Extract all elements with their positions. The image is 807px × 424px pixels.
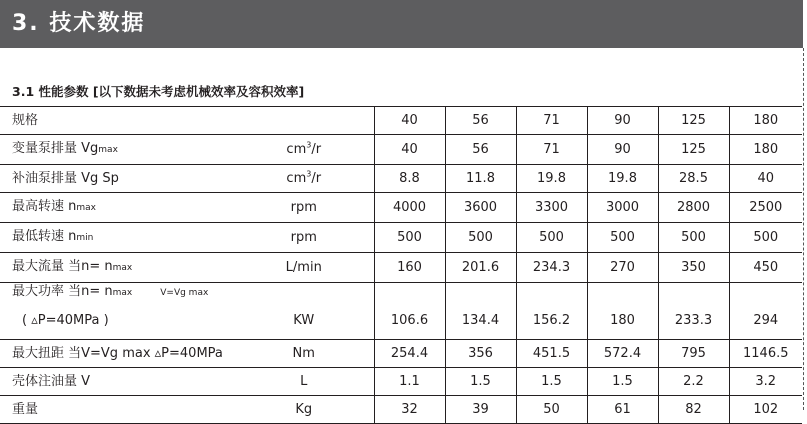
unit-cell bbox=[234, 368, 374, 396]
value-cell bbox=[445, 253, 516, 283]
cell-value: 32 bbox=[401, 402, 418, 417]
performance-table bbox=[0, 106, 802, 424]
unit-tail: /r bbox=[311, 142, 322, 157]
cell-value: 500 bbox=[539, 230, 564, 245]
subsection-title: 3.1 性能参数 [以下数据未考虑机械效率及容积效率] bbox=[12, 84, 305, 99]
value-cell bbox=[729, 340, 802, 368]
value-cell bbox=[729, 165, 802, 193]
cell-value: 3.2 bbox=[755, 374, 777, 389]
row-label: 变量泵排量 Vg bbox=[12, 141, 99, 156]
cell-value: 500 bbox=[753, 230, 779, 245]
unit-base: rpm bbox=[290, 230, 317, 245]
cell-value: 1.5 bbox=[612, 374, 633, 389]
cell-value: 90 bbox=[614, 142, 631, 157]
value-cell bbox=[729, 135, 802, 165]
cell-value: 19.8 bbox=[537, 171, 566, 186]
unit-superscript: 3 bbox=[306, 140, 312, 150]
unit-superscript: 3 bbox=[306, 169, 312, 179]
cell-value: 254.4 bbox=[390, 346, 429, 361]
row-label: 最大功率 当n= n bbox=[12, 284, 113, 299]
cell-value: 1.5 bbox=[470, 374, 491, 389]
value-cell bbox=[374, 253, 445, 283]
cell-value: 3000 bbox=[605, 200, 640, 215]
value-cell bbox=[374, 223, 445, 253]
cell-value: 2800 bbox=[676, 200, 711, 215]
value-cell bbox=[587, 193, 658, 223]
cell-value: 3600 bbox=[463, 200, 498, 215]
row-label-subscript: min bbox=[76, 233, 94, 243]
unit-text bbox=[293, 346, 315, 361]
row-label-cell bbox=[0, 283, 234, 340]
value-cell bbox=[516, 340, 587, 368]
cell-value: 500 bbox=[610, 230, 635, 245]
unit-cell bbox=[234, 165, 374, 193]
cell-value: 8.8 bbox=[399, 171, 420, 186]
unit-text bbox=[286, 260, 322, 275]
cell-value: 234.3 bbox=[532, 260, 571, 275]
cell-value: 106.6 bbox=[390, 313, 429, 328]
cell-value: 350 bbox=[681, 260, 706, 275]
cell-value: 180 bbox=[610, 313, 635, 328]
size-header-cell: 90 bbox=[587, 107, 658, 135]
value-cell bbox=[658, 135, 729, 165]
unit-tail: /r bbox=[311, 171, 322, 186]
cell-value: 160 bbox=[397, 260, 422, 275]
cell-value: 11.8 bbox=[466, 171, 495, 186]
unit-text bbox=[234, 283, 374, 330]
row-label-cell bbox=[0, 165, 234, 193]
value-cell bbox=[729, 223, 802, 253]
row-label-subscript: max bbox=[112, 263, 133, 273]
cell-value: 1.1 bbox=[399, 374, 420, 389]
row-label-cell bbox=[0, 193, 234, 223]
cell-value: 40 bbox=[401, 142, 418, 157]
value-cell bbox=[445, 193, 516, 223]
row-label-cell bbox=[0, 368, 234, 396]
cell-value: 270 bbox=[610, 260, 635, 275]
unit-base: Nm bbox=[292, 346, 315, 361]
value-cell bbox=[658, 368, 729, 396]
size-header-cell: 40 bbox=[374, 107, 445, 135]
cell-value: 795 bbox=[681, 346, 706, 361]
value-cell bbox=[587, 283, 658, 340]
unit-base: cm bbox=[286, 171, 307, 186]
value-cell bbox=[516, 223, 587, 253]
value-cell bbox=[445, 165, 516, 193]
unit-text bbox=[291, 230, 317, 245]
value-cell bbox=[445, 340, 516, 368]
value-cell bbox=[445, 223, 516, 253]
row-label-second-line: ( ▵P=40MPa ) bbox=[22, 313, 109, 328]
unit-text bbox=[286, 142, 321, 157]
unit-cell bbox=[234, 283, 374, 340]
cell-value: 294 bbox=[753, 313, 779, 328]
unit-base: Kg bbox=[295, 402, 313, 417]
size-header-cell: 125 bbox=[658, 107, 729, 135]
value-cell bbox=[658, 193, 729, 223]
value-cell bbox=[374, 340, 445, 368]
value-cell bbox=[658, 253, 729, 283]
value-cell bbox=[516, 135, 587, 165]
value-cell bbox=[516, 165, 587, 193]
unit-header-cell bbox=[234, 107, 374, 135]
table-header-row bbox=[0, 107, 802, 135]
cell-value: 450 bbox=[753, 260, 779, 275]
section-heading: 3. 技术数据 bbox=[12, 11, 146, 36]
cell-value: 61 bbox=[614, 402, 631, 417]
unit-cell bbox=[234, 193, 374, 223]
value-cell bbox=[374, 165, 445, 193]
cell-value: 50 bbox=[543, 402, 560, 417]
row-label: 重量 bbox=[12, 402, 39, 417]
value-cell bbox=[587, 135, 658, 165]
unit-cell bbox=[234, 253, 374, 283]
page-edge-rule bbox=[803, 48, 804, 410]
cell-value: 28.5 bbox=[679, 171, 708, 186]
section-header-bar bbox=[0, 0, 803, 48]
table-row bbox=[0, 135, 802, 165]
cell-value: 201.6 bbox=[461, 260, 500, 275]
cell-value: 4000 bbox=[392, 200, 427, 215]
cell-value: 56 bbox=[472, 142, 489, 157]
value-cell bbox=[658, 165, 729, 193]
cell-value: 180 bbox=[753, 142, 779, 157]
unit-base: L bbox=[300, 374, 308, 389]
unit-base: rpm bbox=[290, 200, 317, 215]
cell-value: 134.4 bbox=[461, 313, 500, 328]
value-cell bbox=[445, 368, 516, 396]
row-label: 补油泵排量 Vg Sp bbox=[12, 171, 119, 186]
row-label-subscript: max bbox=[112, 288, 133, 298]
value-cell bbox=[729, 253, 802, 283]
row-label-cell bbox=[0, 340, 234, 368]
cell-value: 40 bbox=[757, 171, 775, 186]
cell-value: 125 bbox=[681, 142, 706, 157]
size-header-cell: 180 bbox=[729, 107, 802, 135]
cell-value: 2500 bbox=[749, 200, 783, 215]
cell-value: 71 bbox=[543, 142, 560, 157]
value-cell bbox=[516, 193, 587, 223]
unit-base: L/min bbox=[285, 260, 322, 275]
value-cell bbox=[374, 283, 445, 340]
row-label-subscript: max bbox=[76, 203, 96, 213]
value-cell bbox=[658, 283, 729, 340]
cell-value: 156.2 bbox=[532, 313, 571, 328]
cell-value: 3300 bbox=[534, 200, 569, 215]
cell-value: 1.5 bbox=[541, 374, 562, 389]
unit-cell bbox=[234, 223, 374, 253]
value-cell bbox=[587, 368, 658, 396]
row-label: 最大扭距 当V=Vg max ▵P=40MPa bbox=[12, 346, 223, 361]
cell-value: 451.5 bbox=[532, 346, 571, 361]
row-label-subscript: max bbox=[98, 145, 118, 155]
size-header-cell: 56 bbox=[445, 107, 516, 135]
unit-base: cm bbox=[286, 142, 307, 157]
cell-value: 19.8 bbox=[608, 171, 637, 186]
unit-text bbox=[291, 200, 317, 215]
unit-text bbox=[300, 374, 307, 389]
value-cell bbox=[587, 165, 658, 193]
value-cell bbox=[587, 223, 658, 253]
cell-value: 500 bbox=[681, 230, 706, 245]
row-label: 壳体注油量 V bbox=[12, 374, 91, 389]
value-cell bbox=[445, 135, 516, 165]
table-row bbox=[0, 193, 802, 223]
value-cell bbox=[374, 135, 445, 165]
cell-value: 500 bbox=[468, 230, 493, 245]
table-row bbox=[0, 368, 802, 396]
value-cell bbox=[374, 193, 445, 223]
row-label: 最高转速 n bbox=[12, 199, 77, 214]
value-cell bbox=[658, 340, 729, 368]
cell-value: 39 bbox=[472, 402, 489, 417]
value-cell bbox=[587, 340, 658, 368]
table-row bbox=[0, 283, 802, 340]
value-cell bbox=[729, 283, 802, 340]
cell-value: 572.4 bbox=[603, 346, 642, 361]
row-label: 最大流量 当n= n bbox=[12, 259, 113, 274]
unit-cell bbox=[234, 340, 374, 368]
value-cell bbox=[516, 368, 587, 396]
row-label: 最低转速 n bbox=[12, 229, 77, 244]
table-row bbox=[0, 165, 802, 193]
unit-base: KW bbox=[293, 313, 315, 328]
unit-cell bbox=[234, 135, 374, 165]
cell-value: 2.2 bbox=[683, 374, 704, 389]
cell-value: 356 bbox=[468, 346, 493, 361]
value-cell bbox=[658, 223, 729, 253]
cell-value: 1146.5 bbox=[743, 346, 789, 361]
row-label-cell bbox=[0, 253, 234, 283]
value-cell bbox=[516, 253, 587, 283]
size-header-cell: 71 bbox=[516, 107, 587, 135]
value-cell bbox=[587, 253, 658, 283]
cell-value: 102 bbox=[753, 402, 779, 417]
cell-value: 500 bbox=[397, 230, 422, 245]
cell-value: 233.3 bbox=[674, 313, 713, 328]
value-cell bbox=[729, 193, 802, 223]
value-cell bbox=[729, 368, 802, 396]
value-cell bbox=[374, 368, 445, 396]
spec-label-cell: 规格 bbox=[0, 107, 234, 135]
value-cell bbox=[516, 283, 587, 340]
table-row bbox=[0, 340, 802, 368]
table-row bbox=[0, 253, 802, 283]
row-label-condition: V=Vg max bbox=[160, 288, 209, 298]
unit-text bbox=[286, 171, 321, 186]
row-label-cell bbox=[0, 135, 234, 165]
table-row bbox=[0, 223, 802, 253]
cell-value: 82 bbox=[685, 402, 702, 417]
value-cell bbox=[445, 283, 516, 340]
row-label-cell bbox=[0, 223, 234, 253]
